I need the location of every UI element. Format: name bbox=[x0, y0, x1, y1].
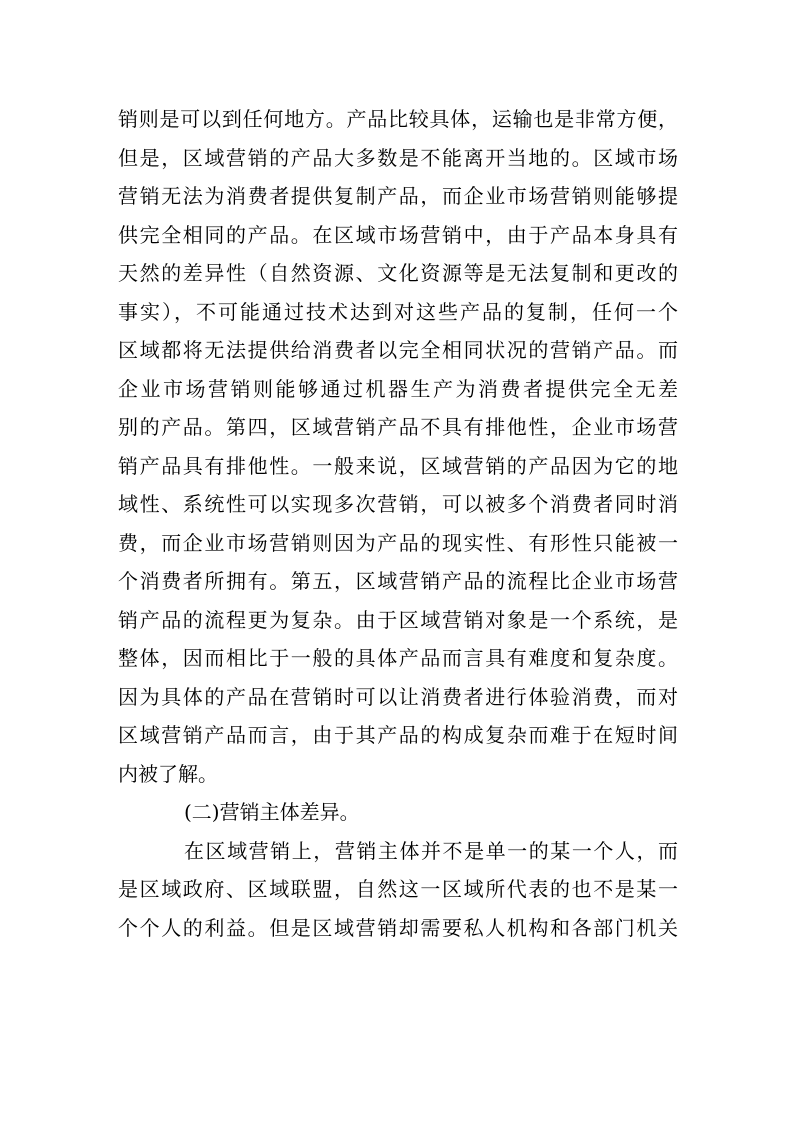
text-line: 销产品的流程更为复杂。由于区域营销对象是一个系统，是 bbox=[118, 607, 678, 632]
section-heading: (二)营销主体差异。 bbox=[184, 800, 360, 824]
text-line: 是区域政府、区域联盟，自然这一区域所代表的也不是某一 bbox=[118, 877, 678, 901]
text-line: 整体，因而相比于一般的具体产品而言具有难度和复杂度。 bbox=[118, 646, 678, 670]
text-line: 营销无法为消费者提供复制产品，而企业市场营销则能够提 bbox=[118, 184, 678, 208]
text-line: 区域营销产品而言，由于其产品的构成复杂而难于在短时间 bbox=[118, 723, 678, 747]
text-line: 别的产品。第四，区域营销产品不具有排他性，企业市场营 bbox=[118, 415, 678, 439]
text-line: 但是，区域营销的产品大多数是不能离开当地的。区域市场 bbox=[118, 145, 678, 170]
text-line: 内被了解。 bbox=[118, 761, 218, 786]
text-line: 销则是可以到任何地方。产品比较具体，运输也是非常方便， bbox=[118, 107, 678, 131]
text-line: 个个人的利益。但是区域营销却需要私人机构和各部门机关 bbox=[118, 915, 678, 940]
body-text bbox=[118, 100, 678, 947]
text-line: 供完全相同的产品。在区域市场营销中，由于产品本身具有 bbox=[118, 222, 678, 247]
text-line: 企业市场营销则能够通过机器生产为消费者提供完全无差 bbox=[118, 376, 678, 401]
text-line: 在区域营销上，营销主体并不是单一的某一个人，而 bbox=[184, 838, 678, 863]
text-line: 事实），不可能通过技术达到对这些产品的复制，任何一个 bbox=[118, 299, 678, 324]
text-line: 域性、系统性可以实现多次营销，可以被多个消费者同时消 bbox=[118, 492, 678, 516]
text-line: 因为具体的产品在营销时可以让消费者进行体验消费，而对 bbox=[118, 684, 678, 709]
text-line: 销产品具有排他性。一般来说，区域营销的产品因为它的地 bbox=[118, 453, 678, 478]
text-line: 区域都将无法提供给消费者以完全相同状况的营销产品。而 bbox=[118, 338, 678, 362]
text-line: 费，而企业市场营销则因为产品的现实性、有形性只能被一 bbox=[118, 530, 678, 555]
text-line: 天然的差异性（自然资源、文化资源等是无法复制和更改的 bbox=[118, 261, 678, 285]
text-line: 个消费者所拥有。第五，区域营销产品的流程比企业市场营 bbox=[118, 569, 678, 593]
